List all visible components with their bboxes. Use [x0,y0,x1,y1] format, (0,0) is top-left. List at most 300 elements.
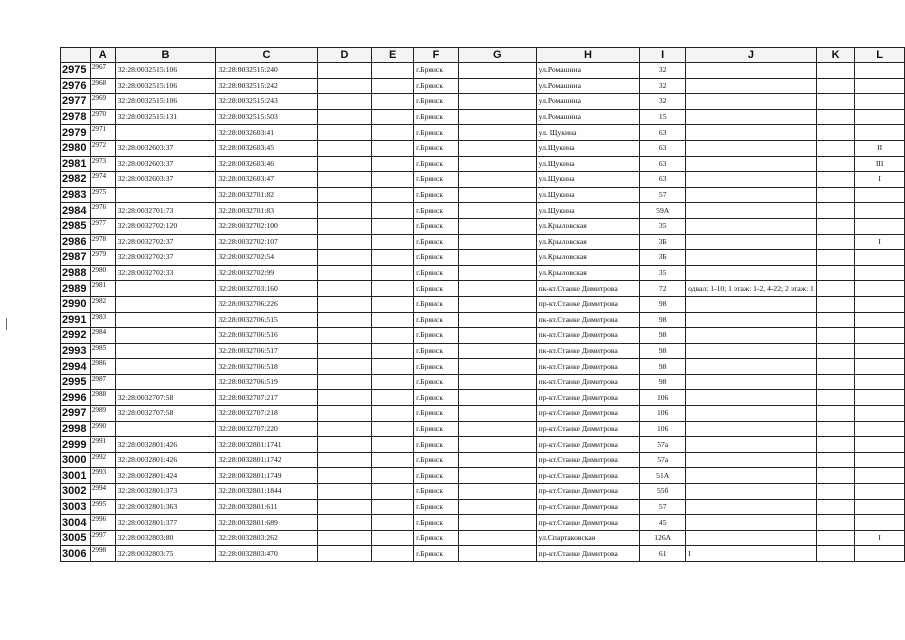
cell-col-l[interactable]: I [855,530,905,546]
cell-col-l[interactable] [855,468,905,484]
cell-col-k[interactable] [816,343,855,359]
cell-col-a[interactable]: 2974 [90,172,115,188]
cell-col-h[interactable]: пк-кт.Станке Димитрова [536,312,640,328]
cell-col-l[interactable] [855,452,905,468]
cell-col-a[interactable]: 2997 [90,530,115,546]
cell-col-i[interactable]: 61 [640,546,686,562]
cell-col-a[interactable]: 2982 [90,296,115,312]
cell-col-g[interactable] [458,156,536,172]
cell-col-g[interactable] [458,452,536,468]
row-number-cell[interactable]: 2979 [61,125,91,141]
cell-col-j[interactable] [686,187,817,203]
cell-col-f[interactable]: г.Брянск [414,187,459,203]
cell-col-d[interactable] [317,515,372,531]
row-number-cell[interactable]: 2977 [61,94,91,110]
cell-col-c[interactable]: 32:28:0032702:99 [216,265,317,281]
cell-col-c[interactable]: 32:28:0032801:1742 [216,452,317,468]
cell-col-j[interactable]: I [686,546,817,562]
cell-col-k[interactable] [816,530,855,546]
cell-col-j[interactable] [686,265,817,281]
cell-col-i[interactable]: 57а [640,452,686,468]
cell-col-j[interactable] [686,234,817,250]
cell-col-e[interactable] [372,172,414,188]
cell-col-l[interactable] [855,484,905,500]
cell-col-l[interactable] [855,515,905,531]
cell-col-c[interactable]: 32:28:0032515:243 [216,94,317,110]
cell-col-h[interactable]: пк-кт.Станке Димитрова [536,374,640,390]
cell-col-e[interactable] [372,140,414,156]
row-number-cell[interactable]: 2991 [61,312,91,328]
cell-col-b[interactable] [115,187,216,203]
cell-col-c[interactable]: 32:28:0032603:46 [216,156,317,172]
cell-col-d[interactable] [317,374,372,390]
cell-col-j[interactable] [686,156,817,172]
cell-col-f[interactable]: г.Брянск [414,546,459,562]
cell-col-f[interactable]: г.Брянск [414,343,459,359]
cell-col-k[interactable] [816,437,855,453]
cell-col-i[interactable]: 59А [640,203,686,219]
cell-col-a[interactable]: 2993 [90,468,115,484]
cell-col-k[interactable] [816,328,855,344]
cell-col-i[interactable]: 106 [640,390,686,406]
cell-col-i[interactable]: 32 [640,94,686,110]
cell-col-b[interactable]: 32:28:0032803:75 [115,546,216,562]
cell-col-e[interactable] [372,499,414,515]
cell-col-b[interactable] [115,343,216,359]
cell-col-e[interactable] [372,109,414,125]
cell-col-d[interactable] [317,421,372,437]
cell-col-a[interactable]: 2983 [90,312,115,328]
cell-col-h[interactable]: пр-кт.Станке Димитрова [536,515,640,531]
cell-col-k[interactable] [816,203,855,219]
cell-col-e[interactable] [372,265,414,281]
cell-col-l[interactable] [855,265,905,281]
cell-col-c[interactable]: 32:28:0032801:1749 [216,468,317,484]
row-number-cell[interactable]: 3002 [61,484,91,500]
cell-col-h[interactable]: ул.Спартаковская [536,530,640,546]
cell-col-c[interactable]: 32:28:0032515:242 [216,78,317,94]
cell-col-e[interactable] [372,187,414,203]
cell-col-j[interactable] [686,343,817,359]
cell-col-c[interactable]: 32:28:0032706:515 [216,312,317,328]
cell-col-a[interactable]: 2980 [90,265,115,281]
cell-col-k[interactable] [816,265,855,281]
cell-col-i[interactable]: 51А [640,468,686,484]
cell-col-d[interactable] [317,530,372,546]
cell-col-i[interactable]: 98 [640,359,686,375]
cell-col-b[interactable]: 32:28:0032702:33 [115,265,216,281]
cell-col-c[interactable]: 32:28:0032706:519 [216,374,317,390]
cell-col-l[interactable]: II [855,140,905,156]
cell-col-a[interactable]: 2984 [90,328,115,344]
cell-col-c[interactable]: 32:28:0032707:217 [216,390,317,406]
cell-col-j[interactable] [686,78,817,94]
cell-col-c[interactable]: 32:28:0032603:45 [216,140,317,156]
cell-col-k[interactable] [816,406,855,422]
cell-col-f[interactable]: г.Брянск [414,530,459,546]
cell-col-e[interactable] [372,421,414,437]
cell-col-e[interactable] [372,343,414,359]
cell-col-a[interactable]: 2992 [90,452,115,468]
cell-col-l[interactable] [855,125,905,141]
cell-col-h[interactable]: ул.Ромашина [536,78,640,94]
row-number-cell[interactable]: 2996 [61,390,91,406]
cell-col-d[interactable] [317,390,372,406]
cell-col-g[interactable] [458,499,536,515]
cell-col-h[interactable]: ул.Ромашина [536,109,640,125]
row-number-cell[interactable]: 2995 [61,374,91,390]
cell-col-a[interactable]: 2991 [90,437,115,453]
column-header-d[interactable]: D [317,48,372,63]
cell-col-d[interactable] [317,265,372,281]
cell-col-j[interactable] [686,421,817,437]
cell-col-d[interactable] [317,140,372,156]
cell-col-g[interactable] [458,374,536,390]
cell-col-i[interactable]: 15 [640,109,686,125]
cell-col-d[interactable] [317,437,372,453]
row-number-cell[interactable]: 2978 [61,109,91,125]
cell-col-b[interactable]: 32:28:0032515:106 [115,94,216,110]
cell-col-g[interactable] [458,359,536,375]
cell-col-d[interactable] [317,359,372,375]
cell-col-c[interactable]: 32:28:0032706:516 [216,328,317,344]
column-header-g[interactable]: G [458,48,536,63]
cell-col-k[interactable] [816,421,855,437]
cell-col-h[interactable]: пк-кт.Станке Димитрова [536,343,640,359]
cell-col-c[interactable]: 32:28:0032702:100 [216,218,317,234]
cell-col-g[interactable] [458,530,536,546]
row-number-cell[interactable]: 2982 [61,172,91,188]
cell-col-f[interactable]: г.Брянск [414,125,459,141]
cell-col-h[interactable]: ул.Щукина [536,140,640,156]
cell-col-g[interactable] [458,172,536,188]
cell-col-j[interactable] [686,109,817,125]
column-header-j[interactable]: J [686,48,817,63]
cell-col-b[interactable]: 32:28:0032702:37 [115,250,216,266]
cell-col-k[interactable] [816,187,855,203]
cell-col-d[interactable] [317,78,372,94]
cell-col-b[interactable]: 32:28:0032603:37 [115,140,216,156]
row-number-cell[interactable]: 2993 [61,343,91,359]
cell-col-k[interactable] [816,312,855,328]
cell-col-c[interactable]: 32:28:0032803:262 [216,530,317,546]
cell-col-g[interactable] [458,328,536,344]
cell-col-b[interactable]: 32:28:0032707:58 [115,406,216,422]
cell-col-j[interactable] [686,515,817,531]
cell-col-j[interactable] [686,499,817,515]
cell-col-i[interactable]: 63 [640,125,686,141]
cell-col-e[interactable] [372,234,414,250]
cell-col-h[interactable]: ул. Щукина [536,125,640,141]
cell-col-a[interactable]: 2981 [90,281,115,297]
row-number-cell[interactable]: 2994 [61,359,91,375]
cell-col-f[interactable]: г.Брянск [414,63,459,79]
row-number-cell[interactable]: 2975 [61,63,91,79]
column-header-c[interactable]: C [216,48,317,63]
cell-col-a[interactable]: 2978 [90,234,115,250]
cell-col-g[interactable] [458,421,536,437]
cell-col-i[interactable]: 57 [640,187,686,203]
cell-col-h[interactable]: пр-кт.Станке Димитрова [536,437,640,453]
cell-col-e[interactable] [372,515,414,531]
cell-col-j[interactable] [686,359,817,375]
cell-col-i[interactable]: 57а [640,437,686,453]
cell-col-d[interactable] [317,468,372,484]
cell-col-k[interactable] [816,296,855,312]
cell-col-f[interactable]: г.Брянск [414,156,459,172]
cell-col-k[interactable] [816,484,855,500]
cell-col-g[interactable] [458,234,536,250]
cell-col-l[interactable] [855,94,905,110]
cell-col-h[interactable]: пк-кт.Станке Димитрова [536,281,640,297]
cell-col-a[interactable]: 2994 [90,484,115,500]
cell-col-i[interactable]: 126А [640,530,686,546]
cell-col-g[interactable] [458,94,536,110]
cell-col-i[interactable]: 3Б [640,234,686,250]
cell-col-c[interactable]: 32:28:0032703:160 [216,281,317,297]
cell-col-f[interactable]: г.Брянск [414,234,459,250]
cell-col-b[interactable]: 32:28:0032803:80 [115,530,216,546]
cell-col-a[interactable]: 2979 [90,250,115,266]
cell-col-j[interactable] [686,406,817,422]
cell-col-h[interactable]: пр-кт.Станке Димитрова [536,499,640,515]
cell-col-b[interactable] [115,281,216,297]
cell-col-a[interactable]: 2986 [90,359,115,375]
cell-col-d[interactable] [317,250,372,266]
cell-col-g[interactable] [458,218,536,234]
column-header-h[interactable]: H [536,48,640,63]
cell-col-i[interactable]: 98 [640,312,686,328]
cell-col-l[interactable] [855,406,905,422]
cell-col-i[interactable]: 32 [640,63,686,79]
cell-col-e[interactable] [372,281,414,297]
cell-col-a[interactable]: 2969 [90,94,115,110]
cell-col-h[interactable]: пр-кт.Станке Димитрова [536,296,640,312]
cell-col-d[interactable] [317,546,372,562]
cell-col-l[interactable] [855,546,905,562]
cell-col-h[interactable]: ул.Крыловская [536,218,640,234]
cell-col-c[interactable]: 32:28:0032515:240 [216,63,317,79]
cell-col-a[interactable]: 2985 [90,343,115,359]
cell-col-a[interactable]: 2972 [90,140,115,156]
cell-col-k[interactable] [816,234,855,250]
cell-col-h[interactable]: ул.Ромашина [536,94,640,110]
cell-col-b[interactable] [115,296,216,312]
cell-col-e[interactable] [372,218,414,234]
cell-col-j[interactable] [686,94,817,110]
cell-col-k[interactable] [816,468,855,484]
cell-col-g[interactable] [458,312,536,328]
cell-col-l[interactable] [855,63,905,79]
cell-col-e[interactable] [372,374,414,390]
column-header-a[interactable]: A [90,48,115,63]
cell-col-e[interactable] [372,437,414,453]
cell-col-k[interactable] [816,78,855,94]
cell-col-i[interactable]: 3Б [640,250,686,266]
cell-col-a[interactable]: 2987 [90,374,115,390]
cell-col-g[interactable] [458,265,536,281]
cell-col-f[interactable]: г.Брянск [414,109,459,125]
cell-col-a[interactable]: 2996 [90,515,115,531]
cell-col-f[interactable]: г.Брянск [414,281,459,297]
cell-col-h[interactable]: ул.Крыловская [536,265,640,281]
cell-col-d[interactable] [317,203,372,219]
cell-col-b[interactable]: 32:28:0032801:377 [115,515,216,531]
cell-col-f[interactable]: г.Брянск [414,296,459,312]
cell-col-c[interactable]: 32:28:0032701:83 [216,203,317,219]
cell-col-h[interactable]: ул.Щукина [536,156,640,172]
cell-col-j[interactable] [686,437,817,453]
cell-col-f[interactable]: г.Брянск [414,515,459,531]
cell-col-g[interactable] [458,296,536,312]
cell-col-h[interactable]: пр-кт.Станке Димитрова [536,452,640,468]
cell-col-k[interactable] [816,109,855,125]
cell-col-i[interactable]: 57 [640,499,686,515]
cell-col-k[interactable] [816,125,855,141]
cell-col-g[interactable] [458,437,536,453]
cell-col-l[interactable] [855,359,905,375]
cell-col-a[interactable]: 2973 [90,156,115,172]
cell-col-e[interactable] [372,328,414,344]
cell-col-f[interactable]: г.Брянск [414,312,459,328]
cell-col-i[interactable]: 106 [640,406,686,422]
cell-col-a[interactable]: 2976 [90,203,115,219]
cell-col-k[interactable] [816,499,855,515]
row-number-cell[interactable]: 3001 [61,468,91,484]
cell-col-l[interactable] [855,296,905,312]
cell-col-d[interactable] [317,296,372,312]
cell-col-a[interactable]: 2988 [90,390,115,406]
cell-col-j[interactable] [686,250,817,266]
cell-col-g[interactable] [458,390,536,406]
cell-col-d[interactable] [317,125,372,141]
row-number-cell[interactable]: 2985 [61,218,91,234]
cell-col-e[interactable] [372,390,414,406]
cell-col-i[interactable]: 63 [640,140,686,156]
cell-col-f[interactable]: г.Брянск [414,406,459,422]
cell-col-h[interactable]: ул.Щукина [536,203,640,219]
column-header-f[interactable]: F [414,48,459,63]
cell-col-b[interactable]: 32:28:0032801:363 [115,499,216,515]
cell-col-f[interactable]: г.Брянск [414,94,459,110]
cell-col-j[interactable] [686,312,817,328]
cell-col-f[interactable]: г.Брянск [414,359,459,375]
cell-col-k[interactable] [816,140,855,156]
cell-col-e[interactable] [372,63,414,79]
cell-col-e[interactable] [372,78,414,94]
cell-col-b[interactable] [115,125,216,141]
cell-col-d[interactable] [317,406,372,422]
cell-col-f[interactable]: г.Брянск [414,374,459,390]
cell-col-l[interactable] [855,78,905,94]
cell-col-b[interactable]: 32:28:0032801:373 [115,484,216,500]
cell-col-i[interactable]: 63 [640,156,686,172]
cell-col-l[interactable]: III [855,156,905,172]
cell-col-a[interactable]: 2998 [90,546,115,562]
cell-col-d[interactable] [317,218,372,234]
cell-col-e[interactable] [372,125,414,141]
cell-col-k[interactable] [816,359,855,375]
cell-col-e[interactable] [372,359,414,375]
row-number-cell[interactable]: 2998 [61,421,91,437]
cell-col-i[interactable]: 55б [640,484,686,500]
cell-col-h[interactable]: пк-кт.Станке Димитрова [536,328,640,344]
cell-col-h[interactable]: ул.Крыловская [536,250,640,266]
cell-col-d[interactable] [317,187,372,203]
row-number-cell[interactable]: 2989 [61,281,91,297]
cell-col-g[interactable] [458,109,536,125]
cell-col-c[interactable]: 32:28:0032801:1741 [216,437,317,453]
row-number-cell[interactable]: 2986 [61,234,91,250]
cell-col-f[interactable]: г.Брянск [414,140,459,156]
cell-col-c[interactable]: 32:28:0032801:689 [216,515,317,531]
cell-col-d[interactable] [317,94,372,110]
cell-col-g[interactable] [458,406,536,422]
cell-col-e[interactable] [372,546,414,562]
cell-col-k[interactable] [816,515,855,531]
cell-col-c[interactable]: 32:28:0032706:517 [216,343,317,359]
cell-col-g[interactable] [458,546,536,562]
cell-col-l[interactable] [855,218,905,234]
cell-col-h[interactable]: ул.Щукина [536,187,640,203]
cell-col-j[interactable] [686,63,817,79]
cell-col-i[interactable]: 72 [640,281,686,297]
cell-col-g[interactable] [458,250,536,266]
cell-col-e[interactable] [372,406,414,422]
cell-col-c[interactable]: 32:28:0032701:82 [216,187,317,203]
cell-col-d[interactable] [317,281,372,297]
cell-col-k[interactable] [816,281,855,297]
cell-col-h[interactable]: ул.Ромашина [536,63,640,79]
row-number-cell[interactable]: 2987 [61,250,91,266]
cell-col-a[interactable]: 2990 [90,421,115,437]
cell-col-k[interactable] [816,250,855,266]
cell-col-h[interactable]: пк-кт.Станке Димитрова [536,359,640,375]
column-header-b[interactable]: B [115,48,216,63]
cell-col-l[interactable] [855,281,905,297]
cell-col-e[interactable] [372,530,414,546]
column-header-e[interactable]: E [372,48,414,63]
cell-col-b[interactable] [115,421,216,437]
cell-col-k[interactable] [816,156,855,172]
cell-col-a[interactable]: 2970 [90,109,115,125]
cell-col-b[interactable]: 32:28:0032603:37 [115,172,216,188]
cell-col-c[interactable]: 32:28:0032801:611 [216,499,317,515]
cell-col-e[interactable] [372,312,414,328]
cell-col-d[interactable] [317,156,372,172]
cell-col-j[interactable] [686,452,817,468]
cell-col-l[interactable] [855,250,905,266]
cell-col-b[interactable] [115,312,216,328]
row-number-cell[interactable]: 3005 [61,530,91,546]
cell-col-e[interactable] [372,468,414,484]
cell-col-f[interactable]: г.Брянск [414,203,459,219]
cell-col-b[interactable] [115,374,216,390]
cell-col-e[interactable] [372,203,414,219]
column-header-i[interactable]: I [640,48,686,63]
row-number-cell[interactable]: 2997 [61,406,91,422]
column-header-k[interactable]: K [816,48,855,63]
cell-col-f[interactable]: г.Брянск [414,499,459,515]
cell-col-c[interactable]: 32:28:0032707:218 [216,406,317,422]
cell-col-d[interactable] [317,484,372,500]
cell-col-e[interactable] [372,296,414,312]
cell-col-a[interactable]: 2971 [90,125,115,141]
cell-col-j[interactable] [686,530,817,546]
cell-col-h[interactable]: пр-кт.Станке Димитрова [536,468,640,484]
cell-col-d[interactable] [317,312,372,328]
row-number-cell[interactable]: 2980 [61,140,91,156]
